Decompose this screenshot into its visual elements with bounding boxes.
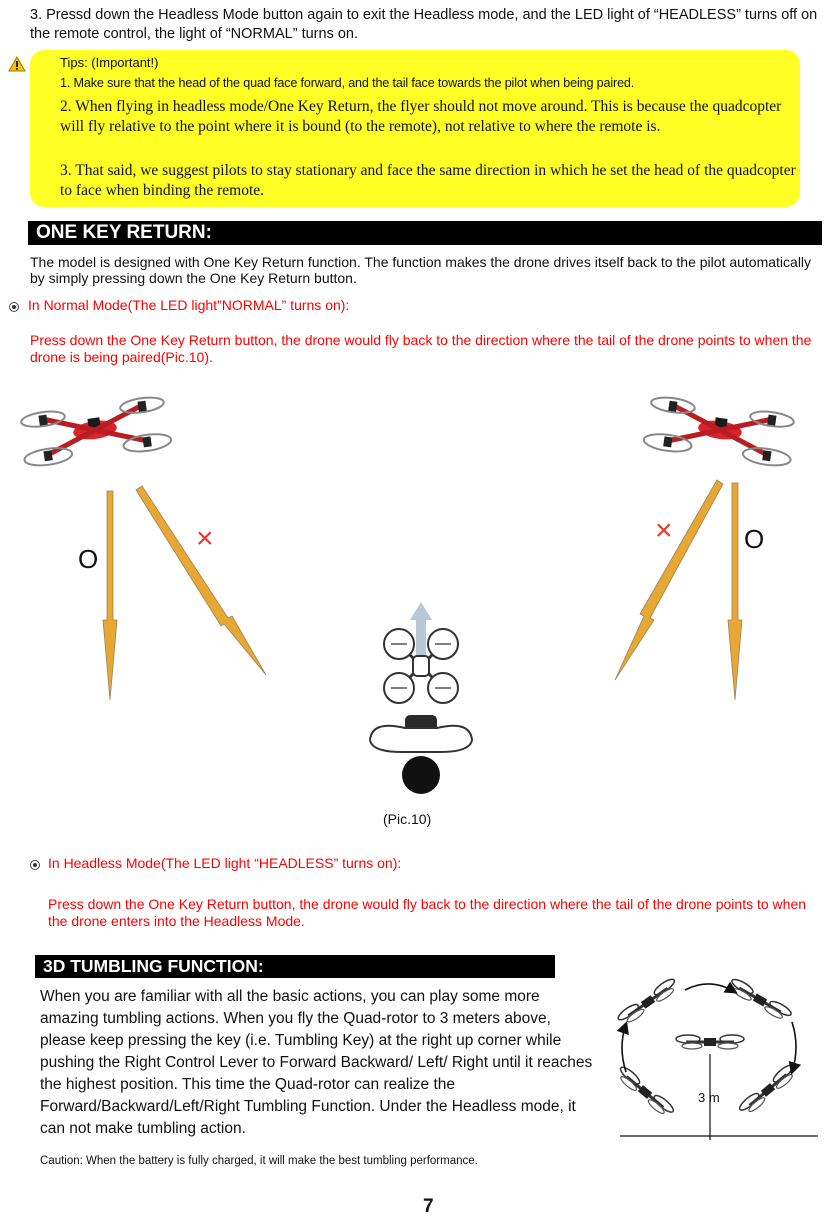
normal-mode-heading: In Normal Mode(The LED light”NORMAL” turns on): <box>28 297 350 313</box>
tumble-arrow-right <box>792 1022 796 1072</box>
tumbling-heading-bar <box>35 955 555 978</box>
tip-2: 2. When flying in headless mode/One Key Return, the flyer should not move around. This is because the quadcopter will fly relative to the point where it is bound (to the remote), not relative to where the remote is. <box>60 98 782 135</box>
drone-right-image <box>643 395 797 468</box>
caution-text: Caution: When the battery is fully charged, it will make the best tumbling performance. <box>40 1155 478 1167</box>
height-label: 3 m <box>698 1090 720 1105</box>
tumbling-drone-icon <box>616 977 680 1027</box>
wrong-mark-right: × <box>655 514 673 547</box>
bullet-icon <box>9 302 19 312</box>
headless-mode-heading: In Headless Mode(The LED light “HEADLESS” turns on): <box>48 855 402 871</box>
tumbling-drone-icon <box>737 1063 798 1117</box>
tumble-arrow-top <box>685 984 735 992</box>
warning-icon <box>8 56 26 72</box>
arrow-left-wrong <box>136 486 266 675</box>
drone-left-image <box>18 395 172 468</box>
tumble-arrow-left <box>622 1024 626 1072</box>
bullet-icon <box>30 860 40 870</box>
one-key-return-heading: ONE KEY RETURN: <box>36 222 212 243</box>
tip-1: 1. Make sure that the head of the quad face forward, and the tail face towards the pilot when being paired. <box>60 76 635 90</box>
pilot-image <box>370 726 472 794</box>
correct-mark-left: O <box>78 544 99 574</box>
tumbling-body: When you are familiar with all the basic actions, you can play some more amazing tumbling actions. When you fly the Quad-rotor to 3 meters above, please keep pressing the key (i.e. Tumbling Key) at the right up corner while pushing the Right Control Lever to Forward Backward/ Left/ Right until it reaches the highest position. This time the Quad-rotor can realize the Forward/Backward/Left/Right Tumbling Function. Under the Headless mode, it can not make tumbling action. <box>40 988 593 1137</box>
wrong-mark-left: × <box>196 522 214 555</box>
one-key-return-heading-bar <box>28 221 822 245</box>
pic-10-caption: (Pic.10) <box>383 811 432 827</box>
tumbling-drone-icon <box>727 977 793 1023</box>
tumbling-heading: 3D TUMBLING FUNCTION: <box>43 956 264 976</box>
arrow-right-wrong <box>615 480 723 680</box>
tip-3: 3. That said, we suggest pilots to stay stationary and face the same direction in which he set the head of the quadcopter to face when binding the remote. <box>60 162 796 199</box>
pic-10-diagram <box>0 380 831 805</box>
arrow-left-correct <box>103 491 117 700</box>
headless-mode-body: Press down the One Key Return button, the drone would fly back to the direction where the tail of the drone points to when the drone enters into the Headless Mode. <box>48 896 807 929</box>
page-number: 7 <box>423 1196 434 1217</box>
normal-mode-body: Press down the One Key Return button, the drone would fly back to the direction where the tail of the drone points to when the drone is being paired(Pic.10). <box>30 332 812 365</box>
tumbling-drone-icon <box>614 1065 675 1119</box>
one-key-return-intro: The model is designed with One Key Return function. The function makes the drone drives itself back to the pilot automatically by simply pressing down the One Key Return button. <box>30 254 812 286</box>
step-3-text: 3. Pressd down the Headless Mode button again to exit the Headless mode, and the LED light of “HEADLESS” turns off on the remote control, the light of “NORMAL” turns on. <box>30 7 818 42</box>
tumbling-drone-icon <box>676 1035 744 1049</box>
tumbling-diagram <box>600 962 820 1147</box>
tips-title: Tips: (Important!) <box>60 55 159 70</box>
correct-mark-right: O <box>744 524 765 554</box>
arrow-right-correct <box>728 483 742 700</box>
